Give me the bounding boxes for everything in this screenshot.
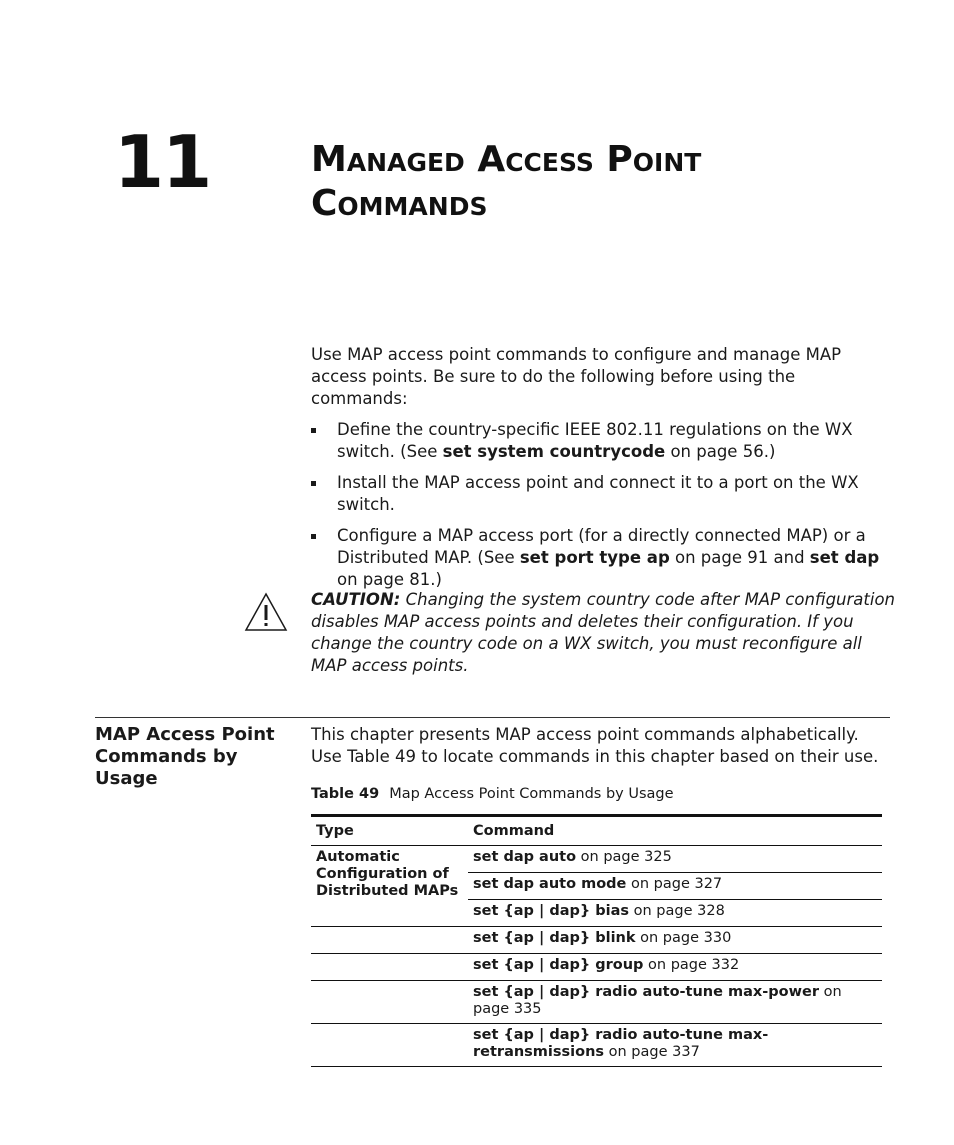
section-body <box>311 724 891 768</box>
commands-table <box>311 814 882 1067</box>
page-reference: on page 328 <box>629 903 725 919</box>
command-name: set {ap | dap} radio auto-tune max- retransmissions <box>473 1027 769 1060</box>
table-caption-text: Map Access Point Commands by Usage <box>389 786 674 802</box>
bullet-icon <box>311 534 316 539</box>
command-reference: set port type ap <box>519 548 670 567</box>
prerequisite-list <box>311 419 896 591</box>
chapter-title <box>311 138 701 226</box>
table-row <box>311 1024 882 1067</box>
list-item-text: Install the MAP access point and connect it to a port on the WX switch. <box>337 473 859 514</box>
list-item <box>311 472 896 516</box>
table-row <box>468 873 882 900</box>
list-item-text: Define the country-specific IEEE 802.11 regulations on the WX switch. (See <box>337 420 853 461</box>
list-item <box>311 419 896 463</box>
table-header <box>311 814 882 846</box>
command-name: set {ap | dap} blink <box>473 930 636 946</box>
list-item-text: on page 91 and <box>669 548 810 567</box>
page-reference: on page 335 <box>473 984 842 1017</box>
caution-note <box>311 589 896 677</box>
page-reference: on page 332 <box>643 957 740 973</box>
command-reference: set dap <box>809 548 880 567</box>
table-caption-label: Table 49 <box>311 786 380 802</box>
chapter-title-line-1: Managed Access Point <box>311 139 702 180</box>
table-row <box>311 981 882 1024</box>
list-item-text: Configure a MAP access port (for a directly connected MAP) or a Distributed MAP. (See <box>337 526 866 567</box>
type-cell: Automatic Configuration of Distributed MAPs <box>316 849 459 899</box>
command-name: set {ap | dap} radio auto-tune max-power <box>473 984 819 1000</box>
section-paragraph: This chapter presents MAP access point commands alphabetically. Use Table 49 to locate commands in this chapter based on their use. <box>311 725 879 766</box>
caution-text: Changing the system country code after MAP configuration disables MAP access points and deletes their configuration. If you change the country code on a WX switch, you must reconfigure all MAP access points. <box>311 590 896 675</box>
table-row <box>311 927 882 954</box>
table-row-group <box>311 846 882 927</box>
column-header-type: Type <box>316 823 354 839</box>
caution-triangle-icon <box>244 592 288 632</box>
page-reference: on page 325 <box>576 849 672 865</box>
command-name: set {ap | dap} bias <box>473 903 630 919</box>
command-reference: set system countrycode <box>442 442 666 461</box>
command-name: set {ap | dap} group <box>473 957 644 973</box>
caution-label: CAUTION: <box>311 590 401 609</box>
bullet-icon <box>311 428 316 433</box>
list-item-text: on page 81.) <box>337 570 442 589</box>
table-caption <box>311 786 674 802</box>
page-reference: on page 337 <box>604 1044 700 1060</box>
page-reference: on page 330 <box>635 930 732 946</box>
bullet-icon <box>311 481 316 486</box>
command-name: set dap auto <box>473 849 577 865</box>
page-reference: on page 327 <box>626 876 723 892</box>
section-heading: MAP Access Point Commands by Usage <box>95 724 275 789</box>
table-row <box>468 846 882 873</box>
table-row <box>311 954 882 981</box>
table-row <box>311 900 882 927</box>
list-item-text: on page 56.) <box>665 442 776 461</box>
intro-paragraph: Use MAP access point commands to configure and manage MAP access points. Be sure to do the following before using the commands: <box>311 345 842 408</box>
chapter-title-line-2: Commands <box>311 183 488 224</box>
intro-section <box>311 344 896 600</box>
section-divider <box>95 717 890 718</box>
list-item <box>311 525 896 591</box>
command-name: set dap auto mode <box>473 876 627 892</box>
chapter-number: 11 <box>114 120 211 204</box>
column-header-command: Command <box>473 823 555 839</box>
